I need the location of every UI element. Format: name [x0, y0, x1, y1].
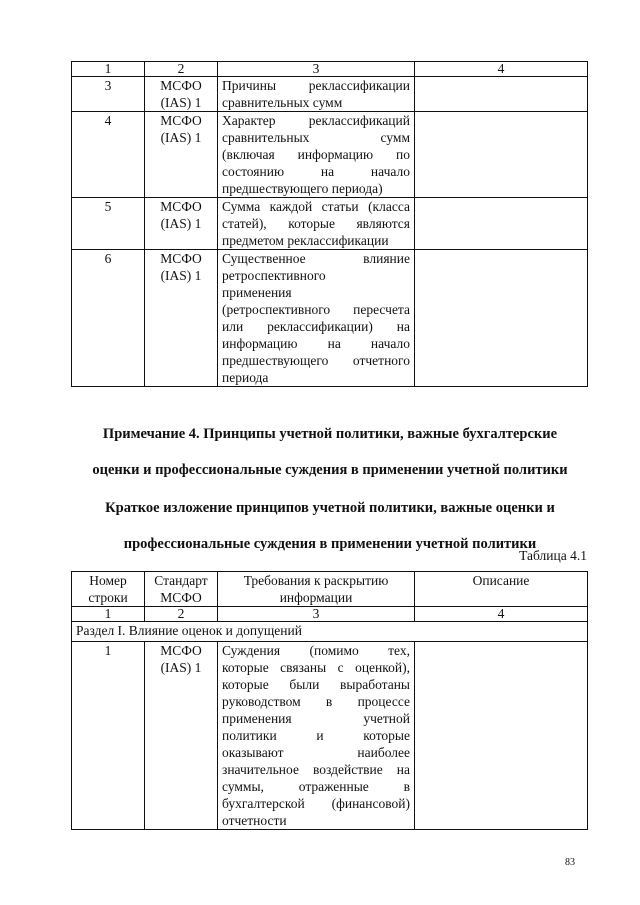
table-caption: Таблица 4.1 — [519, 548, 587, 563]
requirement-line: Существенное влияние — [222, 251, 410, 266]
requirement-line: Сумма каждой статьи (класса — [222, 199, 410, 214]
table-header-row — [72, 572, 588, 607]
column-number: 2 — [145, 62, 218, 77]
table-column-numbers — [72, 607, 588, 622]
note-heading-line: Примечание 4. Принципы учетной политики, важные бухгалтерские — [102, 426, 558, 442]
table-4-1 — [71, 571, 588, 830]
requirement-line: сравнительных сумм — [222, 130, 410, 145]
column-header: Номер строки — [72, 572, 145, 607]
requirement-line: суммы, отраженные в — [222, 779, 410, 794]
table-row — [72, 198, 588, 250]
standard-cell: МСФО (IAS) 1 — [145, 250, 218, 387]
table-row — [72, 77, 588, 112]
requirement-line: применения — [222, 285, 292, 300]
column-number: 3 — [218, 607, 415, 622]
requirement-line: которые были выработаны — [222, 677, 410, 692]
requirement-cell — [218, 250, 415, 387]
requirement-line: (включая информацию по — [222, 147, 410, 162]
row-number: 4 — [72, 112, 145, 198]
requirement-line: предшествующего отчетного — [222, 353, 410, 368]
requirement-line: или реклассификации) на — [222, 319, 410, 334]
requirement-line: политики и которые — [222, 728, 410, 743]
summary-heading-line: Краткое изложение принципов учетной политики, важные оценки и — [105, 500, 555, 516]
note-heading-line: оценки и профессиональные суждения в применении учетной политики — [92, 462, 568, 478]
standard-cell: МСФО (IAS) 1 — [145, 642, 218, 830]
column-number: 1 — [72, 62, 145, 77]
requirement-line: Суждения (помимо тех, — [222, 643, 410, 658]
column-number: 3 — [218, 62, 415, 77]
requirement-line: которые связаны с оценкой), — [222, 660, 410, 675]
standard-cell: МСФО (IAS) 1 — [145, 198, 218, 250]
row-number: 1 — [72, 642, 145, 830]
table-row — [72, 642, 588, 830]
column-number: 1 — [72, 607, 145, 622]
requirement-line: бухгалтерской (финансовой) — [222, 796, 410, 811]
requirement-cell — [218, 77, 415, 112]
column-number: 4 — [415, 607, 588, 622]
standard-cell: МСФО (IAS) 1 — [145, 77, 218, 112]
requirement-line: Причины реклассификации — [222, 78, 410, 93]
description-cell — [415, 77, 588, 112]
table-column-numbers — [72, 62, 588, 77]
description-cell — [415, 198, 588, 250]
summary-heading-line: профессиональные суждения в применении учетной политики — [123, 536, 537, 552]
section-title: Раздел I. Влияние оценок и допущений — [72, 622, 588, 642]
requirement-line: состоянию на начало — [222, 164, 410, 179]
column-header: Требования к раскрытию информации — [218, 572, 415, 607]
table-row — [72, 112, 588, 198]
column-number: 4 — [415, 62, 588, 77]
requirement-line: значительное воздействие на — [222, 762, 410, 777]
requirement-line: Характер реклассификаций — [222, 113, 410, 128]
table-continuation — [71, 61, 588, 387]
description-cell — [415, 112, 588, 198]
row-number: 5 — [72, 198, 145, 250]
requirement-line: отчетности — [222, 813, 287, 828]
requirement-line: сравнительных сумм — [222, 95, 343, 110]
requirement-line: предметом реклассификации — [222, 233, 389, 248]
requirement-line: ретроспективного — [222, 268, 326, 283]
requirement-line: применения учетной — [222, 711, 410, 726]
column-header: Стандарт МСФО — [145, 572, 218, 607]
requirement-cell — [218, 642, 415, 830]
description-cell — [415, 642, 588, 830]
requirement-line: периода — [222, 370, 269, 385]
description-cell — [415, 250, 588, 387]
requirement-cell — [218, 198, 415, 250]
column-number: 2 — [145, 607, 218, 622]
requirement-line: информацию на начало — [222, 336, 410, 351]
requirement-line: предшествующего периода) — [222, 181, 383, 196]
note-heading — [40, 416, 620, 488]
section-row — [72, 622, 588, 642]
requirement-line: статей), которые являются — [222, 216, 410, 231]
requirement-cell — [218, 112, 415, 198]
page-number: 83 — [565, 857, 575, 868]
row-number: 3 — [72, 77, 145, 112]
table-row — [72, 250, 588, 387]
requirement-line: оказывают наиболее — [222, 745, 410, 760]
row-number: 6 — [72, 250, 145, 387]
column-header: Описание — [415, 572, 588, 607]
requirement-line: (ретроспективного пересчета — [222, 302, 410, 317]
requirement-line: руководством в процессе — [222, 694, 410, 709]
standard-cell: МСФО (IAS) 1 — [145, 112, 218, 198]
